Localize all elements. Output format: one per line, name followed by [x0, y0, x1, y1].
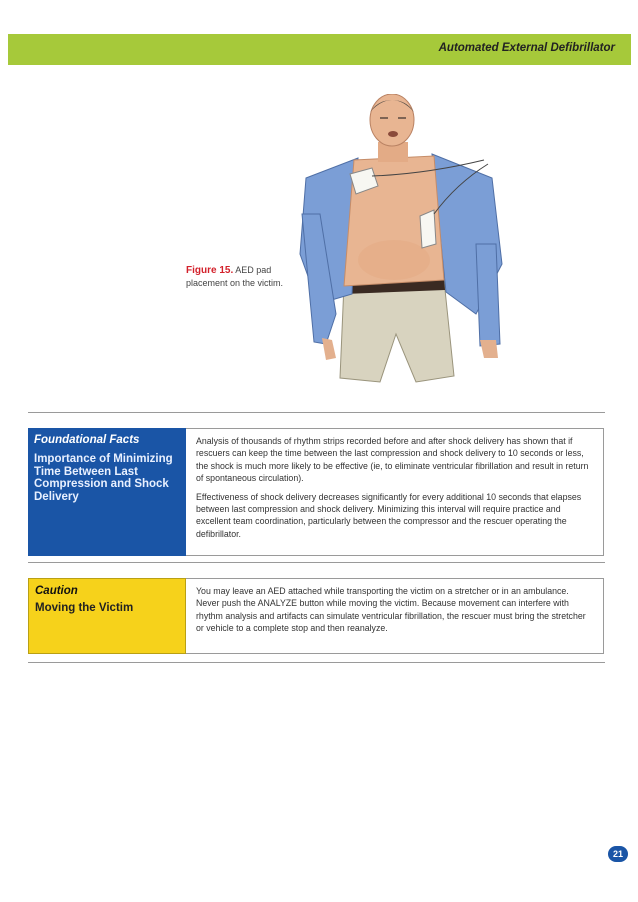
figure-caption-text: AED pad placement on the victim. [186, 265, 284, 288]
section-divider [28, 412, 605, 413]
chapter-title: Automated External Defibrillator [438, 42, 615, 54]
aed-pad-placement-illustration [296, 94, 506, 386]
foundational-facts-body [186, 428, 604, 556]
caution-kicker: Caution [35, 585, 78, 597]
figure-caption [186, 264, 306, 289]
caution-body [186, 578, 604, 654]
foundational-facts-box [28, 428, 186, 556]
caution-paragraph: You may leave an AED attached while transporting the victim on a stretcher or in an ambulance. Never push the ANALYZE button while moving the victim. Because movement can interfere with rhythm analysis and artifacts can simulate ventricular fibrillation, the rescuer must bring the stretcher or vehicle to a complete stop and then reanalyze. [196, 586, 586, 634]
caution-heading: Moving the Victim [35, 602, 134, 614]
foundational-facts-kicker: Foundational Facts [34, 434, 140, 446]
foundational-facts-heading: Importance of Minimizing Time Between Last Compression and Shock Delivery [34, 453, 173, 503]
figure-label: Figure 15. [186, 265, 234, 276]
page-number: 21 [608, 846, 628, 862]
caution-box [28, 578, 186, 654]
facts-paragraph-2: Effectiveness of shock delivery decreases significantly for every additional 10 seconds that elapses between last compression and shock delivery. Minimizing this interval will require practice and excellent team coordination, particularly between the compressor and the rescuer operating the defibrillator. [196, 491, 582, 539]
section-divider [28, 662, 605, 663]
facts-paragraph-1: Analysis of thousands of rhythm strips recorded before and after shock delivery has shown that if rescuers can keep the time between the last compression and shock delivery to 10 seconds or less, the shock is much more likely to be effective (ie, to eliminate ventricular fibrillation and result in return of spontaneous circulation). [196, 436, 589, 484]
header-bar [8, 34, 631, 65]
section-divider [28, 562, 605, 563]
